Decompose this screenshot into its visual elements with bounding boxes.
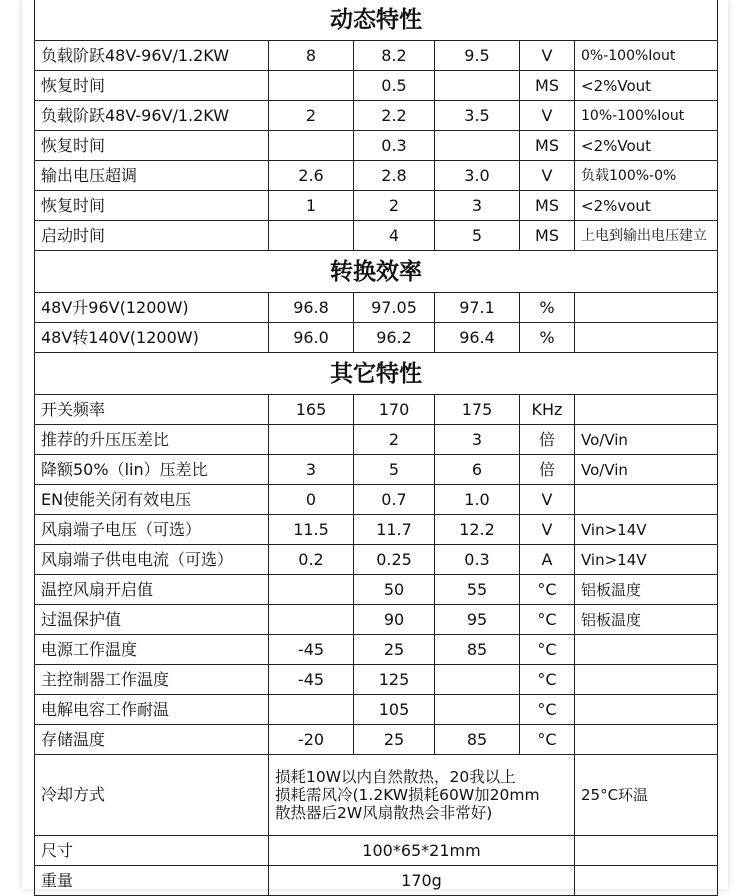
typ-value: 0.5 bbox=[354, 71, 435, 101]
weight-note bbox=[575, 866, 718, 896]
min-value: 8 bbox=[269, 41, 354, 71]
param-name: 风扇端子供电电流（可选） bbox=[35, 545, 269, 575]
spec-row bbox=[35, 455, 718, 485]
condition-note: <2%vout bbox=[575, 191, 718, 221]
condition-note bbox=[575, 695, 718, 725]
condition-note: 0%-100%Iout bbox=[575, 41, 718, 71]
typ-value: 125 bbox=[354, 665, 435, 695]
spec-row bbox=[35, 665, 718, 695]
cooling-label: 冷却方式 bbox=[35, 755, 269, 836]
spec-row bbox=[35, 191, 718, 221]
param-name: 启动时间 bbox=[35, 221, 269, 251]
param-name: 48V升96V(1200W) bbox=[35, 293, 269, 323]
condition-note: <2%Vout bbox=[575, 71, 718, 101]
min-value: 1 bbox=[269, 191, 354, 221]
unit: MS bbox=[520, 131, 575, 161]
section-header-row bbox=[35, 251, 718, 293]
param-name: 推荐的升压压差比 bbox=[35, 425, 269, 455]
min-value: -45 bbox=[269, 635, 354, 665]
typ-value: 11.7 bbox=[354, 515, 435, 545]
max-value: 97.1 bbox=[435, 293, 520, 323]
max-value: 95 bbox=[435, 605, 520, 635]
unit: MS bbox=[520, 71, 575, 101]
condition-note bbox=[575, 635, 718, 665]
max-value: 3 bbox=[435, 425, 520, 455]
typ-value: 0.3 bbox=[354, 131, 435, 161]
spec-row bbox=[35, 725, 718, 755]
spec-row bbox=[35, 575, 718, 605]
condition-note: Vin>14V bbox=[575, 515, 718, 545]
cooling-row bbox=[35, 755, 718, 836]
min-value: 0 bbox=[269, 485, 354, 515]
unit: MS bbox=[520, 191, 575, 221]
condition-note bbox=[575, 485, 718, 515]
size-value: 100*65*21mm bbox=[269, 836, 575, 866]
weight-row bbox=[35, 866, 718, 896]
unit: °C bbox=[520, 605, 575, 635]
unit: V bbox=[520, 161, 575, 191]
min-value bbox=[269, 71, 354, 101]
max-value: 5 bbox=[435, 221, 520, 251]
condition-note: 上电到输出电压建立 bbox=[575, 221, 718, 251]
unit: V bbox=[520, 485, 575, 515]
typ-value: 2.2 bbox=[354, 101, 435, 131]
min-value: 2 bbox=[269, 101, 354, 131]
param-name: 恢复时间 bbox=[35, 131, 269, 161]
spec-row bbox=[35, 545, 718, 575]
min-value: -45 bbox=[269, 665, 354, 695]
typ-value: 0.7 bbox=[354, 485, 435, 515]
param-name: 输出电压超调 bbox=[35, 161, 269, 191]
param-name: 负载阶跃48V-96V/1.2KW bbox=[35, 41, 269, 71]
unit: % bbox=[520, 293, 575, 323]
section-title: 其它特性 bbox=[35, 353, 718, 395]
condition-note bbox=[575, 395, 718, 425]
spec-row bbox=[35, 101, 718, 131]
param-name: 风扇端子电压（可选） bbox=[35, 515, 269, 545]
min-value bbox=[269, 221, 354, 251]
spec-row bbox=[35, 221, 718, 251]
max-value bbox=[435, 131, 520, 161]
size-note bbox=[575, 836, 718, 866]
min-value bbox=[269, 605, 354, 635]
cooling-line: 损耗10W以内自然散热，20我以上 bbox=[275, 768, 516, 786]
param-name: 48V转140V(1200W) bbox=[35, 323, 269, 353]
typ-value: 170 bbox=[354, 395, 435, 425]
typ-value: 0.25 bbox=[354, 545, 435, 575]
typ-value: 105 bbox=[354, 695, 435, 725]
max-value: 9.5 bbox=[435, 41, 520, 71]
max-value: 96.4 bbox=[435, 323, 520, 353]
min-value bbox=[269, 425, 354, 455]
min-value: 96.8 bbox=[269, 293, 354, 323]
min-value: 96.0 bbox=[269, 323, 354, 353]
typ-value: 97.05 bbox=[354, 293, 435, 323]
min-value: 0.2 bbox=[269, 545, 354, 575]
max-value: 175 bbox=[435, 395, 520, 425]
spec-row bbox=[35, 605, 718, 635]
min-value: -20 bbox=[269, 725, 354, 755]
max-value bbox=[435, 665, 520, 695]
spec-row bbox=[35, 131, 718, 161]
unit: °C bbox=[520, 695, 575, 725]
condition-note bbox=[575, 665, 718, 695]
unit: V bbox=[520, 515, 575, 545]
max-value: 3 bbox=[435, 191, 520, 221]
unit: % bbox=[520, 323, 575, 353]
unit: V bbox=[520, 41, 575, 71]
spec-row bbox=[35, 323, 718, 353]
param-name: 电解电容工作耐温 bbox=[35, 695, 269, 725]
min-value bbox=[269, 575, 354, 605]
param-name: 主控制器工作温度 bbox=[35, 665, 269, 695]
condition-note bbox=[575, 725, 718, 755]
typ-value: 96.2 bbox=[354, 323, 435, 353]
condition-note: Vo/Vin bbox=[575, 455, 718, 485]
param-name: 过温保护值 bbox=[35, 605, 269, 635]
cooling-description bbox=[269, 755, 575, 836]
condition-note: 负载100%-0% bbox=[575, 161, 718, 191]
param-name: 温控风扇开启值 bbox=[35, 575, 269, 605]
max-value: 85 bbox=[435, 725, 520, 755]
condition-note: Vo/Vin bbox=[575, 425, 718, 455]
unit: 倍 bbox=[520, 455, 575, 485]
weight-label: 重量 bbox=[35, 866, 269, 896]
condition-note: Vin>14V bbox=[575, 545, 718, 575]
typ-value: 25 bbox=[354, 635, 435, 665]
cooling-note: 25°C环温 bbox=[575, 755, 718, 836]
section-title: 转换效率 bbox=[35, 251, 718, 293]
spec-row bbox=[35, 395, 718, 425]
param-name: 负载阶跃48V-96V/1.2KW bbox=[35, 101, 269, 131]
max-value: 3.0 bbox=[435, 161, 520, 191]
section-header-row bbox=[35, 353, 718, 395]
unit: V bbox=[520, 101, 575, 131]
param-name: 降额50%（lin）压差比 bbox=[35, 455, 269, 485]
param-name: 开关频率 bbox=[35, 395, 269, 425]
min-value: 165 bbox=[269, 395, 354, 425]
typ-value: 5 bbox=[354, 455, 435, 485]
param-name: 存储温度 bbox=[35, 725, 269, 755]
typ-value: 25 bbox=[354, 725, 435, 755]
spec-row bbox=[35, 485, 718, 515]
condition-note: 10%-100%Iout bbox=[575, 101, 718, 131]
spec-row bbox=[35, 71, 718, 101]
condition-note: <2%Vout bbox=[575, 131, 718, 161]
unit: 倍 bbox=[520, 425, 575, 455]
unit: KHz bbox=[520, 395, 575, 425]
unit: A bbox=[520, 545, 575, 575]
unit: °C bbox=[520, 725, 575, 755]
cooling-line: 散热器后2W风扇散热会非常好) bbox=[275, 804, 493, 822]
cooling-line: 损耗需风冷(1.2KW损耗60W加20mm bbox=[275, 786, 540, 804]
spec-row bbox=[35, 41, 718, 71]
size-label: 尺寸 bbox=[35, 836, 269, 866]
max-value: 1.0 bbox=[435, 485, 520, 515]
typ-value: 50 bbox=[354, 575, 435, 605]
unit: °C bbox=[520, 635, 575, 665]
max-value: 55 bbox=[435, 575, 520, 605]
max-value: 0.3 bbox=[435, 545, 520, 575]
max-value: 6 bbox=[435, 455, 520, 485]
typ-value: 2.8 bbox=[354, 161, 435, 191]
unit: °C bbox=[520, 575, 575, 605]
max-value: 12.2 bbox=[435, 515, 520, 545]
max-value bbox=[435, 695, 520, 725]
condition-note: 铝板温度 bbox=[575, 575, 718, 605]
typ-value: 2 bbox=[354, 191, 435, 221]
min-value: 2.6 bbox=[269, 161, 354, 191]
min-value: 3 bbox=[269, 455, 354, 485]
max-value: 85 bbox=[435, 635, 520, 665]
min-value bbox=[269, 695, 354, 725]
condition-note: 铝板温度 bbox=[575, 605, 718, 635]
condition-note bbox=[575, 293, 718, 323]
weight-value: 170g bbox=[269, 866, 575, 896]
spec-row bbox=[35, 635, 718, 665]
typ-value: 4 bbox=[354, 221, 435, 251]
size-row bbox=[35, 836, 718, 866]
param-name: 恢复时间 bbox=[35, 71, 269, 101]
typ-value: 8.2 bbox=[354, 41, 435, 71]
typ-value: 2 bbox=[354, 425, 435, 455]
max-value bbox=[435, 71, 520, 101]
condition-note bbox=[575, 323, 718, 353]
typ-value: 90 bbox=[354, 605, 435, 635]
unit: MS bbox=[520, 221, 575, 251]
spec-row bbox=[35, 695, 718, 725]
param-name: EN使能关闭有效电压 bbox=[35, 485, 269, 515]
spec-table bbox=[34, 0, 718, 896]
max-value: 3.5 bbox=[435, 101, 520, 131]
param-name: 电源工作温度 bbox=[35, 635, 269, 665]
unit: °C bbox=[520, 665, 575, 695]
min-value: 11.5 bbox=[269, 515, 354, 545]
param-name: 恢复时间 bbox=[35, 191, 269, 221]
spec-row bbox=[35, 425, 718, 455]
min-value bbox=[269, 131, 354, 161]
spec-row bbox=[35, 161, 718, 191]
section-title: 动态特性 bbox=[35, 0, 718, 41]
spec-row bbox=[35, 515, 718, 545]
spec-row bbox=[35, 293, 718, 323]
section-header-row bbox=[35, 0, 718, 41]
